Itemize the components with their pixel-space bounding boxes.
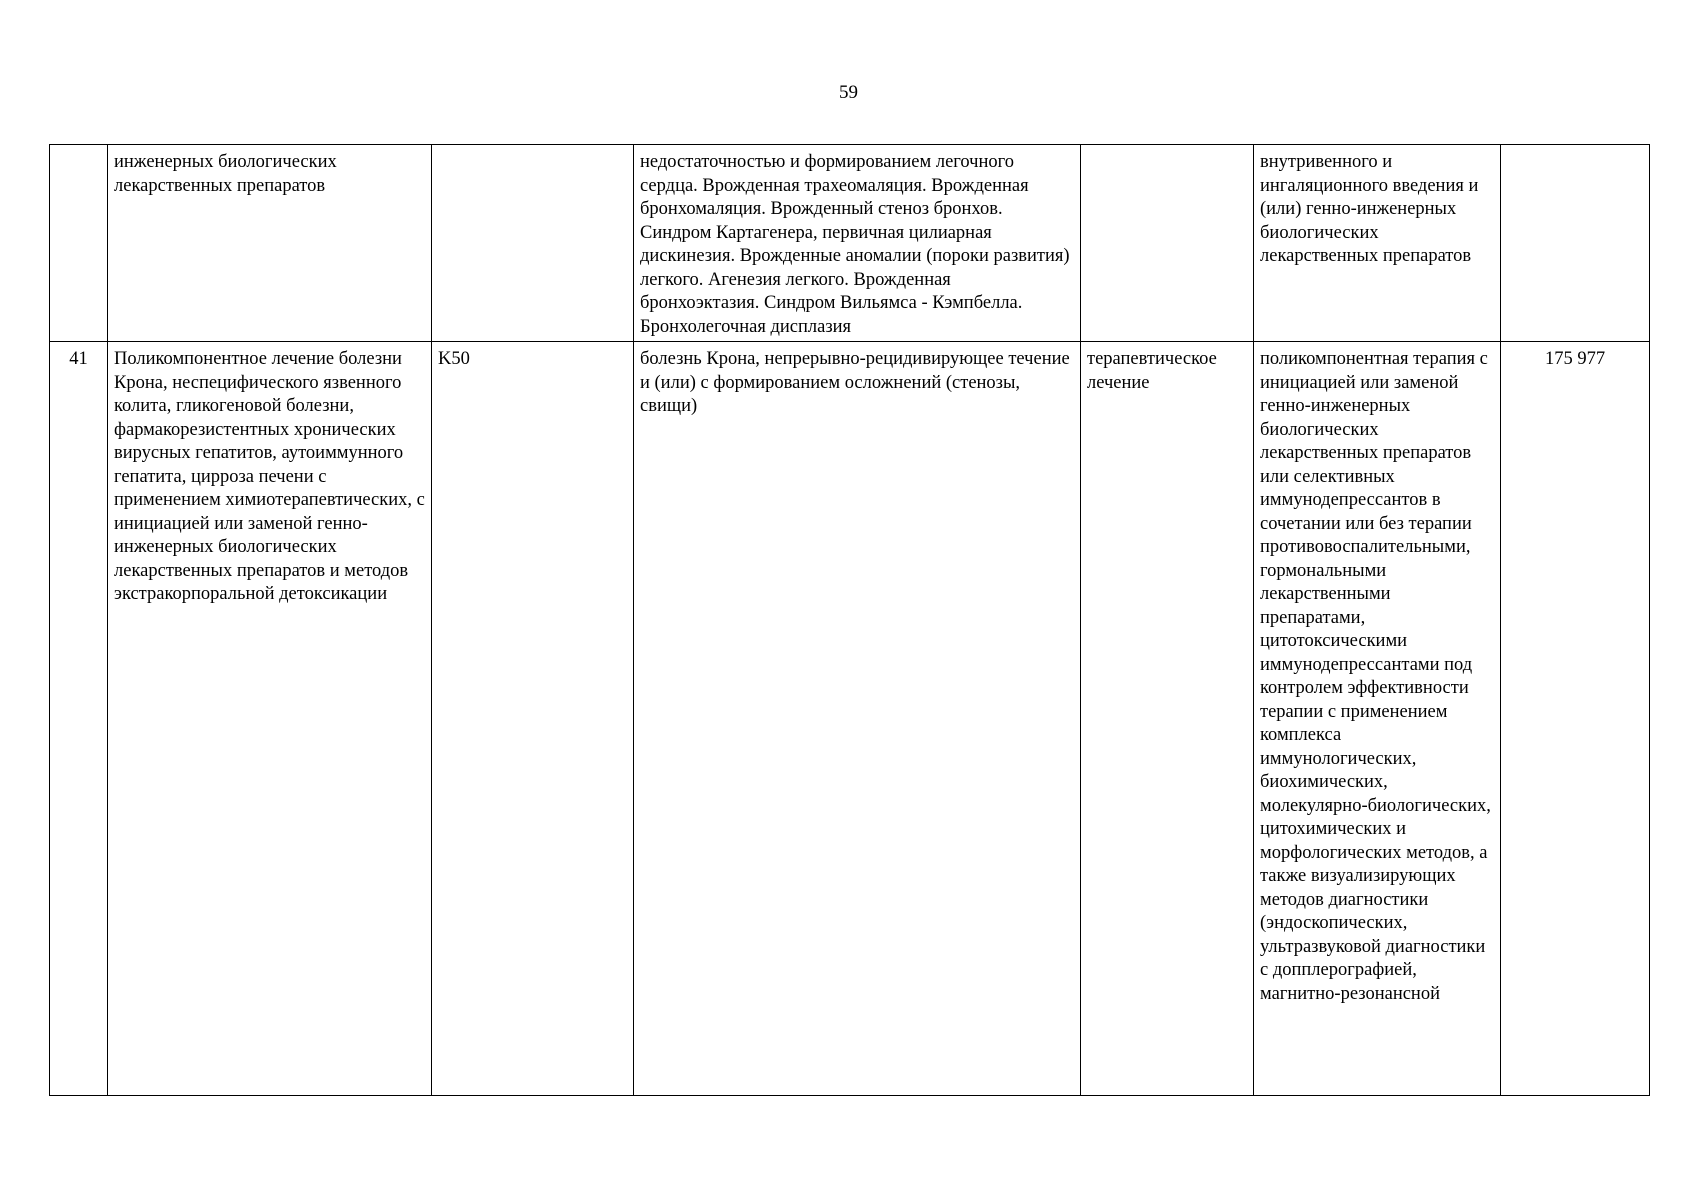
- treatment-method-cell: поликомпонентная терапия с инициацией или заменой генно-инженерных биологических лекарственных препаратов или селективных иммунодепрессантов в сочетании или без терапии противовоспалительными, гормональными лекарственными препаратами, цитотоксическими иммунодепрессантами под контролем эффективности терапии с применением комплекса иммунологических, биохимических, молекулярно-биологических, цитохимических и морфологических методов, а также визуализирующих методов диагностики (эндоскопических, ультразвуковой диагностики с допплерографией, магнитно-резонансной: [1254, 342, 1501, 1096]
- treatment-method-cell: внутривенного и ингаляционного введения и (или) генно-инженерных биологических лекарственных препаратов: [1254, 145, 1501, 342]
- price-cell: [1501, 145, 1650, 342]
- row-number-cell: [50, 145, 108, 342]
- treatment-type-cell: терапевтическое лечение: [1081, 342, 1254, 1096]
- procedure-name-cell: Поликомпонентное лечение болезни Крона, неспецифического язвенного колита, гликогеновой болезни, фармакорезистентных хронических вирусных гепатитов, аутоиммунного гепатита, цирроза печени с применением химиотерапевтических, с инициацией или заменой генно-инженерных биологических лекарственных препаратов и методов экстракорпоральной детоксикации: [108, 342, 432, 1096]
- procedure-name-cell: инженерных биологических лекарственных препаратов: [108, 145, 432, 342]
- page-number: 59: [839, 82, 858, 103]
- treatment-type-cell: [1081, 145, 1254, 342]
- icd-code-cell: [432, 145, 634, 342]
- icd-code-cell: K50: [432, 342, 634, 1096]
- procedures-table: [49, 144, 1650, 1096]
- table-row: [50, 342, 1650, 1096]
- patient-model-cell: недостаточностью и формированием легочного сердца. Врожденная трахеомаляция. Врожденная бронхомаляция. Врожденный стеноз бронхов. Синдром Картагенера, первичная цилиарная дискинезия. Врожденные аномалии (пороки развития) легкого. Агенезия легкого. Врожденная бронхоэктазия. Синдром Вильямса - Кэмпбелла. Бронхолегочная дисплазия: [634, 145, 1081, 342]
- patient-model-cell: болезнь Крона, непрерывно-рецидивирующее течение и (или) с формированием осложнений (стенозы, свищи): [634, 342, 1081, 1096]
- row-number-cell: 41: [50, 342, 108, 1096]
- price-cell: 175 977: [1501, 342, 1650, 1096]
- table-row: [50, 145, 1650, 342]
